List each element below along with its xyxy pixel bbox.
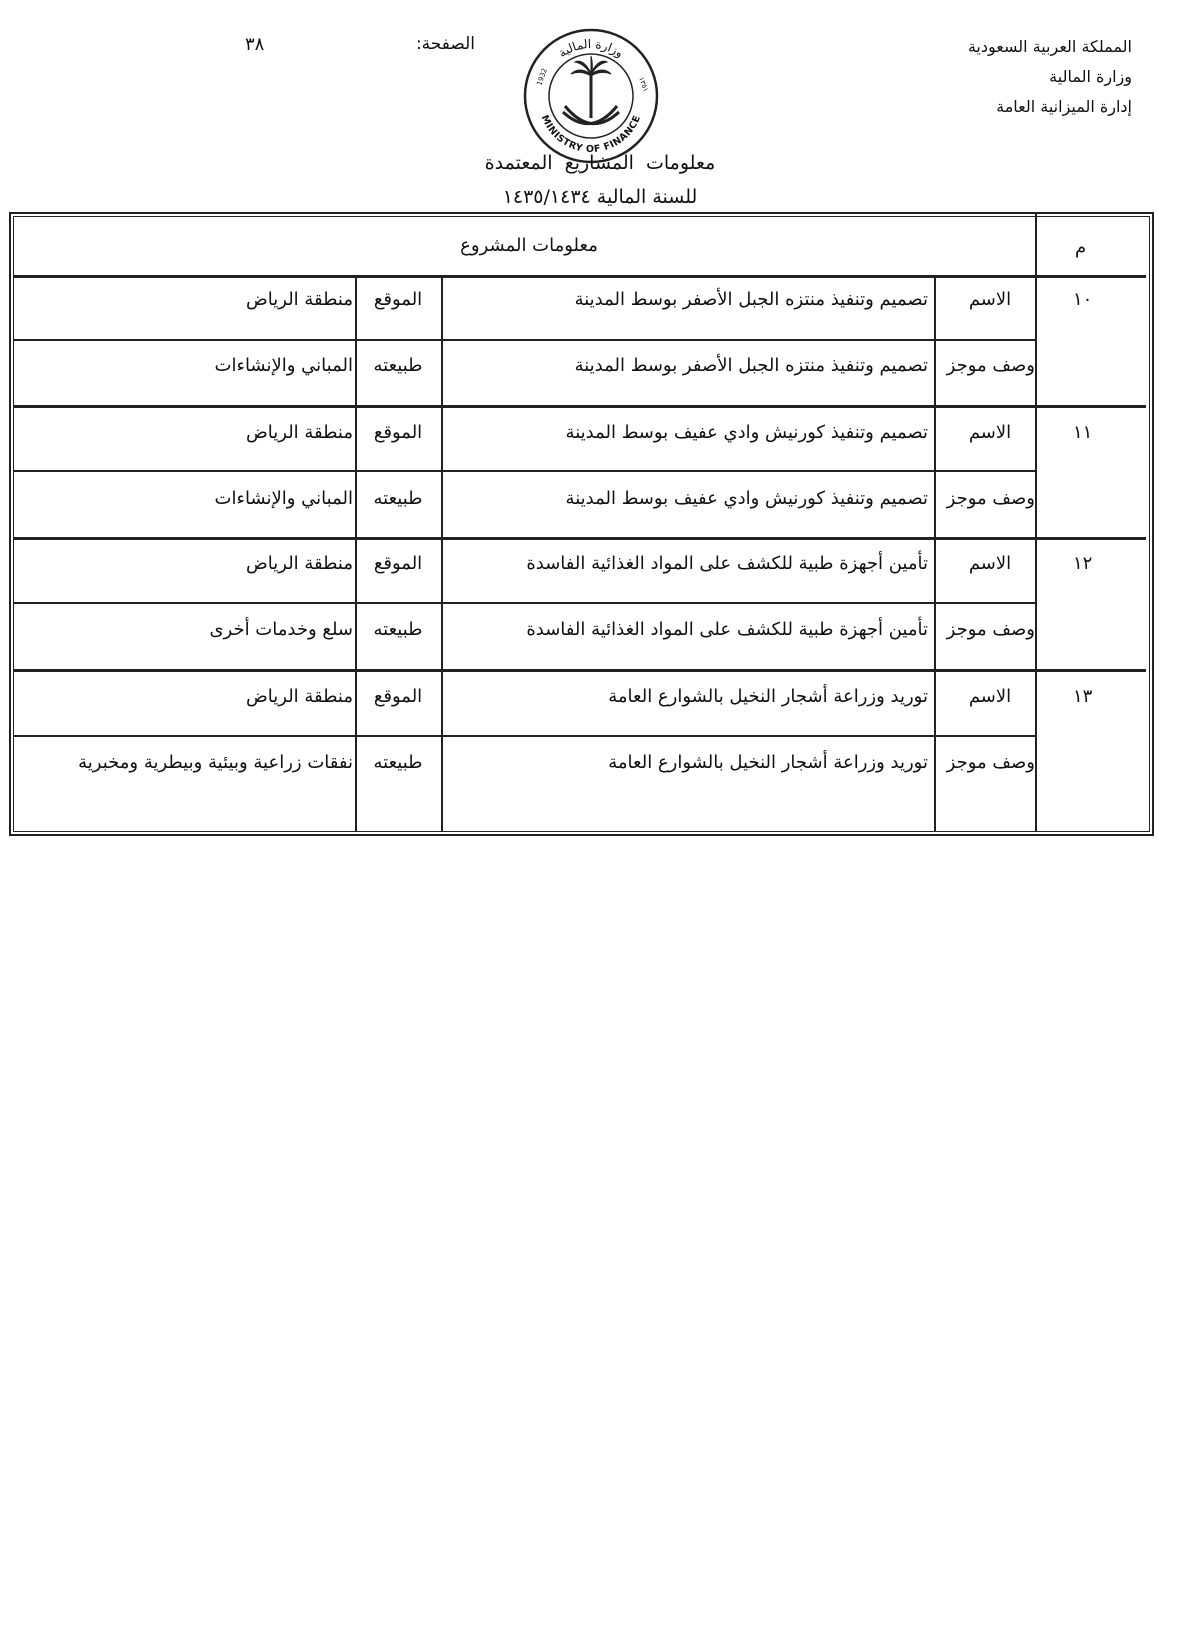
type-label: طبيعته — [373, 488, 423, 509]
project-number: ١٢ — [1073, 553, 1093, 574]
project-description: تصميم وتنفيذ منتزه الجبل الأصفر بوسط المدينة — [574, 355, 928, 376]
label-column-divider — [934, 275, 936, 832]
description-label: وصف موجز — [946, 619, 1035, 640]
label2-column-divider — [355, 275, 357, 832]
name-label: الاسم — [968, 553, 1012, 574]
project-location: منطقة الرياض — [246, 553, 353, 574]
palm-tree-icon — [571, 56, 611, 118]
logo-year-left: 1932 — [535, 67, 549, 87]
description-label: وصف موجز — [946, 488, 1035, 509]
project-type: المباني والإنشاءات — [214, 355, 353, 376]
ministry-of-finance-logo — [521, 26, 661, 166]
project-number: ١٠ — [1073, 289, 1093, 310]
page-number-block — [245, 34, 475, 64]
project-description: تأمين أجهزة طبية للكشف على المواد الغذائية الفاسدة — [526, 619, 928, 640]
value-column-divider — [441, 275, 443, 832]
row-divider — [14, 339, 1035, 341]
document-subtitle: للسنة المالية ١٤٣٥/١٤٣٤ — [502, 186, 698, 208]
row-divider — [14, 470, 1035, 472]
project-description: توريد وزراعة أشجار النخيل بالشوارع العامة — [608, 752, 928, 773]
project-name: تأمين أجهزة طبية للكشف على المواد الغذائية الفاسدة — [526, 553, 928, 574]
project-divider — [14, 669, 1146, 672]
project-number: ١١ — [1073, 422, 1093, 443]
page-number: ٣٨ — [245, 34, 265, 55]
logo-year-right: ١٣٥١ — [637, 75, 650, 93]
project-name: توريد وزراعة أشجار النخيل بالشوارع العامة — [608, 686, 928, 707]
location-label: الموقع — [373, 686, 423, 707]
col-info-header: معلومات المشروع — [460, 235, 598, 256]
header-divider — [14, 275, 1146, 278]
name-label: الاسم — [968, 422, 1012, 443]
project-name: تصميم وتنفيذ منتزه الجبل الأصفر بوسط المدينة — [574, 289, 928, 310]
page-label: الصفحة: — [415, 34, 475, 54]
logo-english-text: MINISTRY OF FINANCE — [538, 113, 644, 156]
logo-arabic-text: وزارة المالية — [555, 36, 627, 61]
type-label: طبيعته — [373, 619, 423, 640]
org-line-department: إدارة الميزانية العامة — [996, 97, 1132, 116]
type-label: طبيعته — [373, 752, 423, 773]
project-divider — [14, 537, 1146, 540]
org-line-ministry: وزارة المالية — [1049, 67, 1132, 86]
organization-header — [968, 32, 1132, 122]
description-label: وصف موجز — [946, 752, 1035, 773]
document-title: معلومات المشاريع المعتمدة — [484, 152, 716, 174]
project-location: منطقة الرياض — [246, 686, 353, 707]
project-divider — [14, 405, 1146, 408]
project-type: المباني والإنشاءات — [214, 488, 353, 509]
project-number: ١٣ — [1073, 686, 1093, 707]
type-label: طبيعته — [373, 355, 423, 376]
project-description: تصميم وتنفيذ كورنيش وادي عفيف بوسط المدينة — [565, 488, 928, 509]
location-label: الموقع — [373, 422, 423, 443]
project-location: منطقة الرياض — [246, 289, 353, 310]
row-divider — [14, 735, 1035, 737]
project-name: تصميم وتنفيذ كورنيش وادي عفيف بوسط المدينة — [565, 422, 928, 443]
name-label: الاسم — [968, 289, 1012, 310]
project-type: نفقات زراعية وبيئية وبيطرية ومخبرية — [78, 752, 353, 773]
name-label: الاسم — [968, 686, 1012, 707]
index-column-divider — [1035, 212, 1037, 832]
description-label: وصف موجز — [946, 355, 1035, 376]
org-line-country: المملكة العربية السعودية — [967, 37, 1132, 56]
row-divider — [14, 602, 1035, 604]
location-label: الموقع — [373, 553, 423, 574]
location-label: الموقع — [373, 289, 423, 310]
col-index-header: م — [1075, 237, 1087, 258]
project-location: منطقة الرياض — [246, 422, 353, 443]
svg-text:MINISTRY OF FINANCE — [539, 114, 643, 156]
project-type: سلع وخدمات أخرى — [209, 619, 353, 640]
